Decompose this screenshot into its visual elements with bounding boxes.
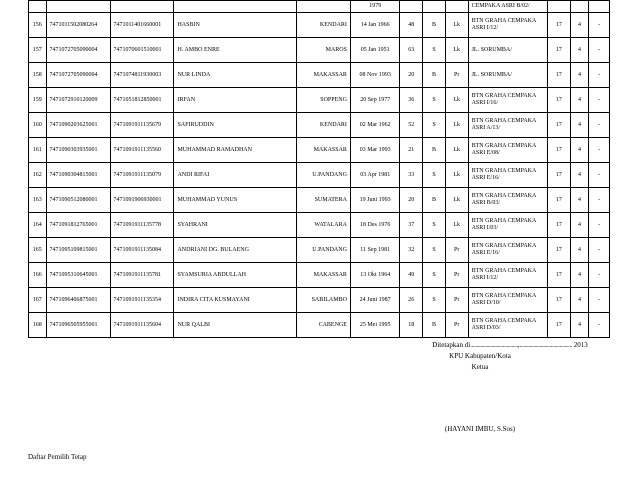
cell-address: BTN GRAHA CEMPAKA ASRI E/16/ — [468, 238, 547, 263]
voter-list-table — [28, 0, 610, 338]
cell-rt: 17 — [548, 313, 571, 338]
cell-gender: Lk — [445, 138, 468, 163]
cell-address: BTN GRAHA CEMPAKA ASRI I/03/ — [468, 213, 547, 238]
cell-note: - — [589, 263, 610, 288]
cell-nkk: 7471072910120009 — [46, 88, 110, 113]
cell-address: BTN GRAHA CEMPAKA ASRI I/12/ — [468, 13, 547, 38]
cell-birth-date: 03 Apr 1981 — [350, 163, 400, 188]
cell-rw: 4 — [570, 263, 589, 288]
cell-address: BTN GRAHA CEMPAKA ASRI E/08/ — [468, 138, 547, 163]
cell-age: 20 — [400, 188, 423, 213]
page-footer-label: Daftar Pemilih Tetap — [28, 453, 87, 461]
cell-note: - — [589, 13, 610, 38]
cell-nkk: 7471011502080264 — [46, 13, 110, 38]
cell-nik: 7471074811930003 — [110, 63, 174, 88]
cell-age: 52 — [400, 113, 423, 138]
cell-birth-date: 1979 — [350, 1, 400, 13]
cell-rt: 17 — [548, 213, 571, 238]
signature-office: KPU Kabupaten/Kota — [449, 352, 511, 360]
cell-name: ANDI RIFAI — [174, 163, 297, 188]
cell-note: - — [589, 88, 610, 113]
table-row — [29, 213, 610, 238]
cell-rw: 4 — [570, 313, 589, 338]
cell-name: SAFIRUDDIN — [174, 113, 297, 138]
cell-nik: 7471070601510001 — [110, 38, 174, 63]
cell-rw: 4 — [570, 113, 589, 138]
signature-year: 2013 — [573, 341, 588, 349]
cell-nik: 7471091911135679 — [110, 113, 174, 138]
cell-no: 160 — [29, 113, 47, 138]
cell-note: - — [589, 238, 610, 263]
cell-birth-date: 03 Mar 1993 — [350, 138, 400, 163]
cell-no: 164 — [29, 213, 47, 238]
cell-birth-place: U.PANDANG — [297, 238, 351, 263]
cell-no: 166 — [29, 263, 47, 288]
table-row — [29, 13, 610, 38]
cell-gender: Pr — [445, 63, 468, 88]
table-row — [29, 313, 610, 338]
cell-nik: 7471091911135079 — [110, 163, 174, 188]
cell-address: BTN GRAHA CEMPAKA ASRI I/12/ — [468, 263, 547, 288]
table-row — [29, 113, 610, 138]
cell-birth-place: WATALARA — [297, 213, 351, 238]
cell-name: MUHAMMAD YUNUS — [174, 188, 297, 213]
cell-age: 21 — [400, 138, 423, 163]
table-row — [29, 88, 610, 113]
cell-rw: 4 — [570, 88, 589, 113]
cell-age: 36 — [400, 88, 423, 113]
cell-age: 18 — [400, 313, 423, 338]
cell-note: - — [589, 213, 610, 238]
cell-gender: Lk — [445, 13, 468, 38]
table-row — [29, 238, 610, 263]
cell-address: CEMPAKA ASRI B/02/ — [468, 1, 547, 13]
cell-name: MUHAMMAD RAMADHAN — [174, 138, 297, 163]
cell-rw: 4 — [570, 163, 589, 188]
table-row — [29, 63, 610, 88]
cell-rt: 17 — [548, 138, 571, 163]
cell-rt: 17 — [548, 88, 571, 113]
cell-address: BTN GRAHA CEMPAKA ASRI D/10/ — [468, 288, 547, 313]
cell-rw: 4 — [570, 63, 589, 88]
cell-name: SYAMSURIA ABDULLAH — [174, 263, 297, 288]
cell-birth-place: MAKASSAR — [297, 138, 351, 163]
cell-no: 159 — [29, 88, 47, 113]
cell-rt: 17 — [548, 263, 571, 288]
cell-rt: 17 — [548, 188, 571, 213]
cell-birth-date: 24 Juni 1987 — [350, 288, 400, 313]
cell-rw: 4 — [570, 288, 589, 313]
cell-rt: 17 — [548, 38, 571, 63]
cell-status: B — [423, 63, 446, 88]
cell-nik: 7471051812850001 — [110, 88, 174, 113]
cell-nik: 7471091911135354 — [110, 288, 174, 313]
cell-note: - — [589, 188, 610, 213]
cell-birth-date: 13 Okt 1964 — [350, 263, 400, 288]
cell-rt: 17 — [548, 288, 571, 313]
cell-nkk: 7471072705090004 — [46, 38, 110, 63]
cell-status: S — [423, 238, 446, 263]
cell-nkk: 7471091812765001 — [46, 213, 110, 238]
cell-age: 26 — [400, 288, 423, 313]
date-dots: .......................................... — [519, 341, 572, 349]
cell-birth-date: 08 Nov 1993 — [350, 63, 400, 88]
cell-birth-place: MAKASSAR — [297, 63, 351, 88]
cell-rw: 4 — [570, 238, 589, 263]
cell-rt: 17 — [548, 113, 571, 138]
signature-title: Ketua — [471, 363, 489, 371]
cell-rw: 4 — [570, 188, 589, 213]
date-comma: , — [517, 341, 520, 349]
cell-rt: 17 — [548, 238, 571, 263]
cell-nik: 7471091911135560 — [110, 138, 174, 163]
cell-birth-place: MAKASSAR — [297, 263, 351, 288]
cell-no: 167 — [29, 288, 47, 313]
cell-address: BTN GRAHA CEMPAKA ASRI A/13/ — [468, 113, 547, 138]
cell-age: 33 — [400, 163, 423, 188]
cell-gender: Pr — [445, 288, 468, 313]
cell-no: 168 — [29, 313, 47, 338]
cell-gender: Pr — [445, 238, 468, 263]
cell-name: HASBIN — [174, 13, 297, 38]
cell-note: - — [589, 163, 610, 188]
cell-name: H. AMBO ENRE — [174, 38, 297, 63]
cell-birth-date: 14 Jan 1966 — [350, 13, 400, 38]
cell-rt: 17 — [548, 63, 571, 88]
signer-name: (HAYANI IMBU, S.Sos) — [444, 425, 516, 433]
cell-rw: 4 — [570, 13, 589, 38]
cell-age: 20 — [400, 63, 423, 88]
cell-nik: 7471091906930001 — [110, 188, 174, 213]
cell-nkk: 7471096505955001 — [46, 313, 110, 338]
cell-nkk: 7471096406875001 — [46, 288, 110, 313]
cell-note: - — [589, 288, 610, 313]
cell-birth-date: 20 Sep 1977 — [350, 88, 400, 113]
cell-nkk: 7471090304815001 — [46, 163, 110, 188]
cell-rw: 4 — [570, 213, 589, 238]
cell-age: 49 — [400, 263, 423, 288]
cell-note: - — [589, 113, 610, 138]
place-date-line — [330, 340, 630, 351]
cell-nik: 7471011401660001 — [110, 13, 174, 38]
cell-status: S — [423, 113, 446, 138]
cell-rw: 4 — [570, 138, 589, 163]
cell-birth-place: SOPPENG — [297, 88, 351, 113]
cell-gender: Pr — [445, 263, 468, 288]
cell-no: 157 — [29, 38, 47, 63]
cell-address: JL. SORUMBA/ — [468, 63, 547, 88]
cell-birth-date: 18 Des 1976 — [350, 213, 400, 238]
cell-address: BTN GRAHA CEMPAKA ASRI B/03/ — [468, 188, 547, 213]
cell-status: B — [423, 313, 446, 338]
cell-birth-place: KENDARI — [297, 113, 351, 138]
cell-nkk: 7471095109815001 — [46, 238, 110, 263]
cell-age: 32 — [400, 238, 423, 263]
cell-no: 163 — [29, 188, 47, 213]
cell-address: BTN GRAHA CEMPAKA ASRI I/16/ — [468, 88, 547, 113]
cell-nkk: 7471090303935001 — [46, 138, 110, 163]
table-row — [29, 138, 610, 163]
cell-nkk: 7471090512080001 — [46, 188, 110, 213]
cell-gender: Pr — [445, 313, 468, 338]
cell-nkk: 7471095310645001 — [46, 263, 110, 288]
cell-status: B — [423, 138, 446, 163]
cell-rt: 17 — [548, 163, 571, 188]
cell-nkk: 7471072705090004 — [46, 63, 110, 88]
cell-birth-place: KENDARI — [297, 13, 351, 38]
cell-birth-place: SUMATERA — [297, 188, 351, 213]
cell-status: S — [423, 213, 446, 238]
cell-no: 156 — [29, 13, 47, 38]
table-row — [29, 263, 610, 288]
signature-block — [330, 340, 630, 433]
cell-status: S — [423, 288, 446, 313]
cell-address: BTN GRAHA CEMPAKA ASRI D/03/ — [468, 313, 547, 338]
table-row — [29, 288, 610, 313]
cell-no: 161 — [29, 138, 47, 163]
cell-gender: Lk — [445, 113, 468, 138]
table-row — [29, 188, 610, 213]
cell-birth-place: U.PANDANG — [297, 163, 351, 188]
table-row-partial — [29, 1, 610, 13]
cell-note: - — [589, 313, 610, 338]
cell-gender: Lk — [445, 38, 468, 63]
place-dots: ...................................... — [470, 341, 518, 349]
cell-note: - — [589, 38, 610, 63]
cell-gender: Lk — [445, 213, 468, 238]
cell-age: 63 — [400, 38, 423, 63]
cell-age: 37 — [400, 213, 423, 238]
cell-status: S — [423, 163, 446, 188]
cell-note: - — [589, 138, 610, 163]
cell-birth-date: 25 Mei 1995 — [350, 313, 400, 338]
cell-no: 158 — [29, 63, 47, 88]
cell-nik: 7471091911135778 — [110, 213, 174, 238]
cell-name: NUR QALBI — [174, 313, 297, 338]
cell-birth-date: 11 Sep 1981 — [350, 238, 400, 263]
cell-birth-place: CABENGE — [297, 313, 351, 338]
cell-nik: 7471091911135084 — [110, 238, 174, 263]
cell-name: IRFAN — [174, 88, 297, 113]
cell-status: B — [423, 188, 446, 213]
cell-name: SYAHRANI — [174, 213, 297, 238]
cell-nik: 7471091911135604 — [110, 313, 174, 338]
cell-status: S — [423, 88, 446, 113]
table-row — [29, 38, 610, 63]
place-label: Ditetapkan di — [432, 341, 471, 349]
cell-age: 48 — [400, 13, 423, 38]
cell-name: NUR LINDA — [174, 63, 297, 88]
cell-no: 162 — [29, 163, 47, 188]
cell-gender: Lk — [445, 88, 468, 113]
cell-birth-date: 19 Juni 1993 — [350, 188, 400, 213]
cell-address: BTN GRAHA CEMPAKA ASRI E/16/ — [468, 163, 547, 188]
cell-nkk: 7471090203625001 — [46, 113, 110, 138]
cell-name: INDIRA CITA KUSMAYANI — [174, 288, 297, 313]
cell-gender: Lk — [445, 188, 468, 213]
cell-status: B — [423, 13, 446, 38]
cell-rt: 17 — [548, 13, 571, 38]
cell-gender: Lk — [445, 163, 468, 188]
cell-birth-place: MAROS — [297, 38, 351, 63]
cell-name: ANDRIANI DG. BULAENG — [174, 238, 297, 263]
cell-address: JL. SORUMBA/ — [468, 38, 547, 63]
cell-nik: 7471091911135781 — [110, 263, 174, 288]
cell-birth-date: 05 Jan 1951 — [350, 38, 400, 63]
cell-rw: 4 — [570, 38, 589, 63]
cell-status: S — [423, 38, 446, 63]
table-row — [29, 163, 610, 188]
cell-birth-date: 02 Mar 1962 — [350, 113, 400, 138]
cell-birth-place: SABILAMBO — [297, 288, 351, 313]
cell-status: S — [423, 263, 446, 288]
cell-note: - — [589, 63, 610, 88]
cell-no: 165 — [29, 238, 47, 263]
